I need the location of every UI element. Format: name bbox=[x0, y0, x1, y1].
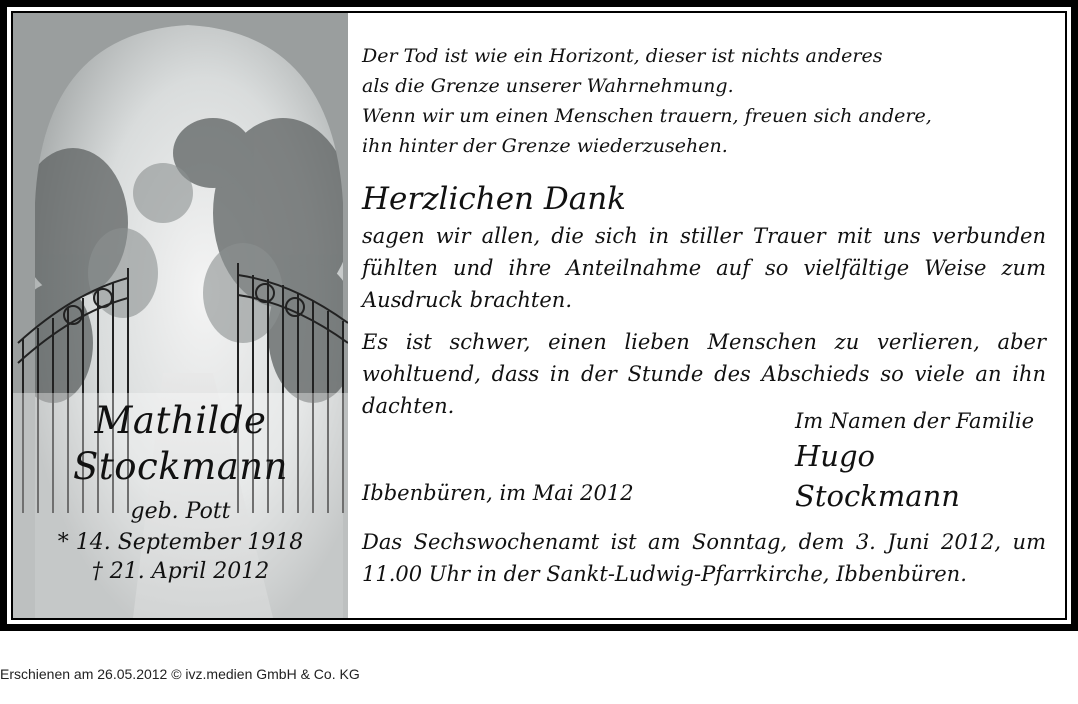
deceased-name-block bbox=[13, 398, 348, 586]
birth-date: * 14. September 1918 bbox=[57, 530, 304, 555]
poem-line: als die Grenze unserer Wahrnehmung. bbox=[362, 75, 734, 97]
death-date: † 21. April 2012 bbox=[91, 559, 270, 584]
signature-name: Hugo Stockmann bbox=[795, 439, 960, 513]
poem bbox=[362, 41, 932, 161]
poem-line: ihn hinter der Grenze wiederzusehen. bbox=[362, 135, 728, 157]
signature-intro: Im Namen der Familie bbox=[795, 409, 1035, 433]
memorial-mass-paragraph: Das Sechswochenamt ist am Sonntag, dem 3. Juni 2012, um 11.00 Uhr in der Sankt-Ludwig-Pfarrkirche, Ibbenbüren. bbox=[362, 530, 1046, 586]
deceased-last-name: Stockmann bbox=[73, 445, 288, 488]
thanks-paragraph: sagen wir allen, die sich in stiller Trauer mit uns verbunden fühlten und ihre Anteilnahme auf so vielfältige Weise zum Ausdruck brachten. bbox=[362, 224, 1046, 312]
announcement-panel bbox=[13, 13, 1065, 618]
poem-line: Der Tod ist wie ein Horizont, dieser ist nichts anderes bbox=[362, 45, 883, 67]
publication-footer: Erschienen am 26.05.2012 © ivz.medien GmbH & Co. KG bbox=[0, 666, 360, 682]
comfort-paragraph: Es ist schwer, einen lieben Menschen zu verlieren, aber wohltuend, dass in der Stunde des Abschieds so viele an ihn dachten. bbox=[362, 330, 1046, 418]
place-date: Ibbenbüren, im Mai 2012 bbox=[362, 481, 634, 505]
deceased-first-name: Mathilde bbox=[94, 399, 267, 442]
thanks-heading: Herzlichen Dank bbox=[362, 181, 626, 217]
poem-line: Wenn wir um einen Menschen trauern, freuen sich andere, bbox=[362, 105, 932, 127]
deceased-birth-name: geb. Pott bbox=[130, 499, 231, 524]
signature-block bbox=[795, 406, 1046, 516]
